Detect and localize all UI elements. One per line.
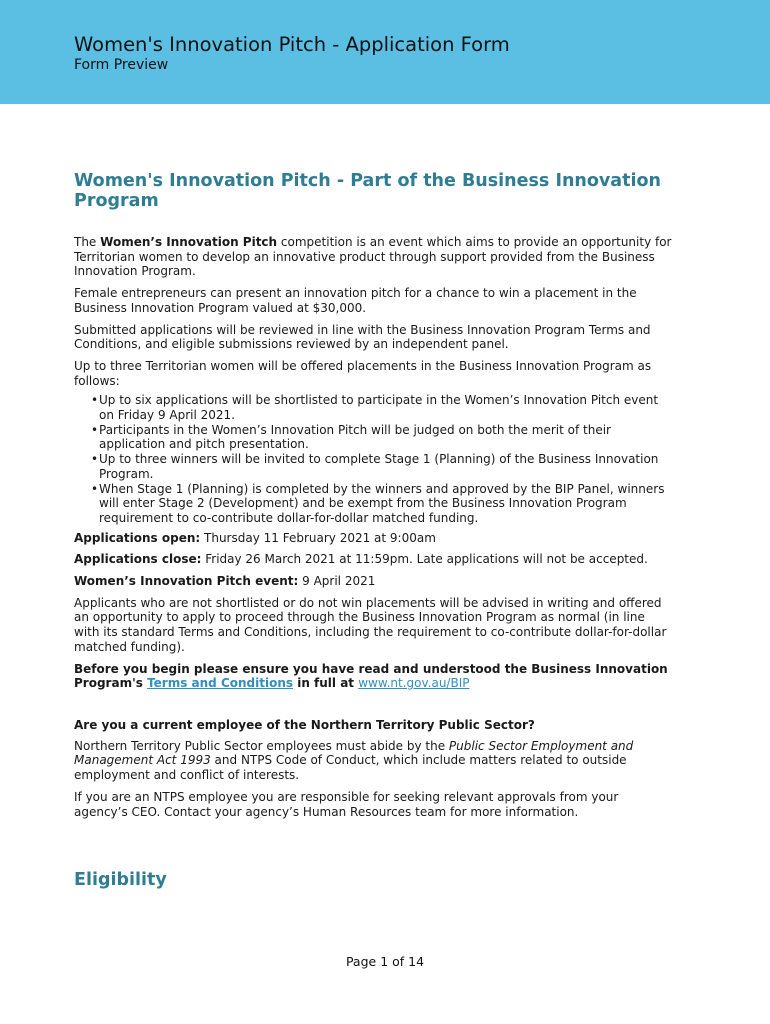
intro-paragraph-4: Up to three Territorian women will be offered placements in the Business Innovation Program as follows: (74, 358, 652, 388)
form-title: Women's Innovation Pitch - Application Form (74, 33, 510, 56)
text: Before you begin please ensure you have read and understood the Business Innovation Program's (74, 661, 668, 691)
ntps-heading (74, 718, 674, 733)
before-you-begin (74, 662, 674, 691)
form-header (0, 0, 770, 104)
applications-open (74, 531, 674, 546)
text: The (74, 235, 101, 249)
terms-link[interactable]: Terms and Conditions (147, 676, 294, 691)
applications-close (74, 552, 674, 567)
label: Women’s Innovation Pitch event: (74, 574, 299, 589)
list-item: • Participants in the Women’s Innovation Pitch will be judged on both the merit of their application and pitch presentation. (91, 423, 674, 452)
ntps-paragraph-1 (74, 739, 674, 783)
heading-text: Are you a current employee of the Northern Territory Public Sector? (74, 717, 535, 732)
event-name: Women’s Innovation Pitch (100, 235, 278, 249)
text: Northern Territory Public Sector employees must abide by the (74, 738, 449, 753)
value: 9 April 2021 (298, 574, 376, 589)
act-name: Public Sector Employment and Management Act 1993 (74, 738, 634, 768)
intro-paragraph-2: Female entrepreneurs can present an innovation pitch for a chance to win a placement in the Business Innovation Program valued at $30,000. (74, 286, 637, 315)
label: Applications close: (74, 552, 202, 567)
pitch-event-date (74, 574, 674, 589)
bip-website-link[interactable]: www.nt.gov.au/BIP (358, 676, 470, 691)
list-item: • When Stage 1 (Planning) is completed by the winners and approved by the BIP Panel, winners will enter Stage 2 (Development) and be exempt from the Business Innovation Program requirement to co-contribute dollar-for-dollar matched funding. (91, 482, 674, 526)
intro-heading: Women's Innovation Pitch - Part of the Business Innovation Program (74, 171, 661, 211)
page-number: Page 1 of 14 (345, 954, 425, 969)
eligibility-heading: Eligibility (74, 870, 167, 891)
text: and NTPS Code of Conduct, which include matters related to outside employment and conflict of interests. (74, 753, 627, 783)
not-shortlisted-paragraph: Applicants who are not shortlisted or do not win placements will be advised in writing and offered an opportunity to apply to proceed through the Business Innovation Program as normal (in line with its standard Terms and Conditions, including the requirement to co-contribute dollar-for-dollar matched funding). (74, 595, 667, 654)
list-item: • Up to six applications will be shortlisted to participate in the Women’s Innovation Pitch event on Friday 9 April 2021. (91, 393, 674, 422)
spacer (74, 698, 674, 718)
list-item: • Up to three winners will be invited to complete Stage 1 (Planning) of the Business Innovation Program. (91, 452, 674, 481)
intro-paragraph-1 (74, 235, 674, 279)
placement-list (74, 393, 674, 525)
form-content (74, 171, 674, 890)
intro-paragraph-3: Submitted applications will be reviewed in line with the Business Innovation Program Terms and Conditions, and eligible submissions reviewed by an independent panel. (74, 322, 651, 352)
ntps-paragraph-2: If you are an NTPS employee you are responsible for seeking relevant approvals from your agency’s CEO. Contact your agency’s Human Resources team for more information. (74, 789, 619, 819)
form-subtitle: Form Preview (74, 57, 169, 73)
text: in full at (293, 676, 359, 691)
value: Thursday 11 February 2021 at 9:00am (200, 530, 436, 545)
text: competition is an event which aims to provide an opportunity for Territorian women to develop an innovative product through support provided from the Business Innovation Program. (74, 235, 672, 279)
label: Applications open: (74, 530, 201, 545)
value: Friday 26 March 2021 at 11:59pm. Late applications will not be accepted. (201, 552, 648, 567)
spacer (74, 826, 674, 870)
